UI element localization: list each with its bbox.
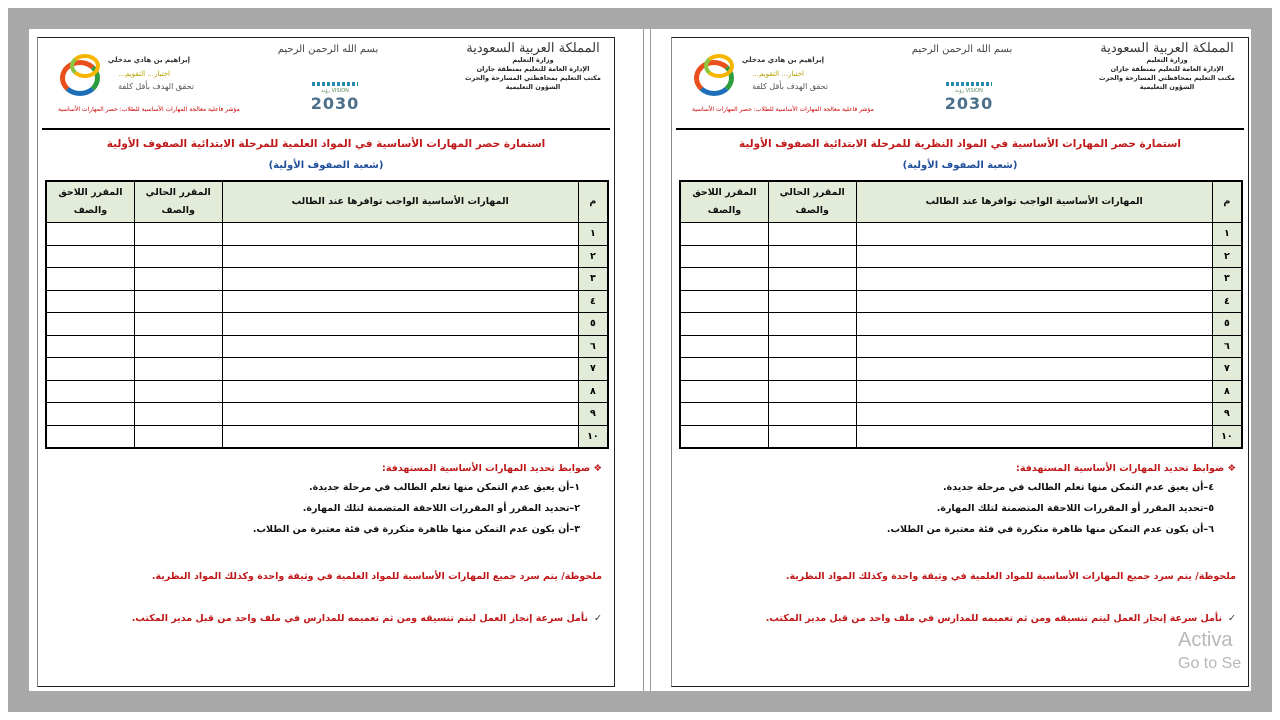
header-line: مكتب التعليم بمحافظتي المسارحة والحرث	[465, 74, 601, 82]
check-icon: ✓	[1228, 613, 1236, 624]
closing-note-text: نأمل سرعة إنجاز العمل ليتم تنسيقه ومن ثم تعميمه للمدارس في ملف واحد من قبل مدير المكتب.	[765, 613, 1223, 624]
table-row	[46, 358, 608, 381]
next-course-cell[interactable]	[46, 403, 134, 426]
skill-cell[interactable]	[222, 380, 578, 403]
current-course-cell[interactable]	[768, 313, 856, 336]
skill-cell[interactable]	[856, 358, 1212, 381]
swirl-logo-icon	[704, 54, 734, 78]
table-row	[46, 335, 608, 358]
vision-2030-logo	[300, 82, 370, 113]
table-row	[680, 313, 1242, 336]
criteria-heading	[716, 463, 1236, 474]
current-course-cell[interactable]	[768, 425, 856, 448]
next-course-cell[interactable]	[680, 245, 768, 268]
table-row	[680, 425, 1242, 448]
vision-dots-icon	[312, 82, 358, 86]
form-page-theory	[671, 37, 1249, 687]
row-number: ٢	[1212, 245, 1242, 268]
logo-text: تحقق الهدف بأقل كلفة	[752, 82, 828, 91]
col-header-num: م	[1212, 181, 1242, 223]
table-header-row	[46, 181, 608, 223]
slide-canvas	[29, 29, 1251, 691]
logo-text: إبراهيم بن هادي مدخلي	[107, 56, 190, 64]
skill-cell[interactable]	[856, 425, 1212, 448]
skills-table	[679, 180, 1243, 449]
next-course-cell[interactable]	[46, 245, 134, 268]
table-row	[46, 380, 608, 403]
header-line: الإدارة العامة للتعليم بمنطقة جازان	[476, 65, 590, 73]
closing-note	[696, 613, 1236, 624]
header-line: وزارة التعليم	[1146, 56, 1188, 64]
current-course-cell[interactable]	[134, 380, 222, 403]
current-course-cell[interactable]	[768, 380, 856, 403]
skill-cell[interactable]	[856, 290, 1212, 313]
skill-cell[interactable]	[222, 313, 578, 336]
basmala: بسم الله الرحمن الرحيم	[911, 44, 1013, 55]
current-course-cell[interactable]	[768, 403, 856, 426]
criteria-item: ٤–أن يعيق عدم التمكن منها تعلم الطالب في مرحلة جديدة.	[943, 482, 1214, 493]
current-course-cell[interactable]	[768, 290, 856, 313]
current-course-cell[interactable]	[134, 358, 222, 381]
table-row	[680, 290, 1242, 313]
current-course-cell[interactable]	[768, 335, 856, 358]
ministry-header	[458, 41, 608, 92]
table-row	[680, 358, 1242, 381]
current-course-cell[interactable]	[768, 358, 856, 381]
closing-note-text: نأمل سرعة إنجاز العمل ليتم تنسيقه ومن ثم تعميمه للمدارس في ملف واحد من قبل مدير المكتب.	[131, 613, 589, 624]
remark-note: ملحوظة/ يتم سرد جميع المهارات الأساسية للمواد العلمية في وثيقة واحدة وكذلك المواد النظرية.	[785, 571, 1236, 582]
row-number: ١٠	[1212, 425, 1242, 448]
vision-year: 2030	[310, 94, 360, 113]
col-header-next: المقرر اللاحق والصف	[680, 181, 768, 223]
skill-cell[interactable]	[222, 335, 578, 358]
skill-cell[interactable]	[222, 425, 578, 448]
row-number: ٢	[578, 245, 608, 268]
program-logo	[694, 52, 834, 100]
skill-cell[interactable]	[222, 290, 578, 313]
col-header-skills: المهارات الأساسية الواجب توافرها عند الطالب	[222, 181, 578, 223]
criteria-heading-text: ضوابط تحديد المهارات الأساسية المستهدفة:	[382, 463, 591, 474]
current-course-cell[interactable]	[768, 268, 856, 291]
table-row	[680, 223, 1242, 246]
vision-year: 2030	[944, 94, 994, 113]
form-title: استمارة حصر المهارات الأساسية في المواد النظرية للمرحلة الابتدائية الصفوف الأولية	[739, 138, 1181, 150]
criteria-item: ٦–أن يكون عدم التمكن منها ظاهرة متكررة في فئة معتبرة من الطلاب.	[886, 524, 1214, 535]
row-number: ٩	[578, 403, 608, 426]
skill-cell[interactable]	[856, 245, 1212, 268]
skill-cell[interactable]	[222, 268, 578, 291]
skill-cell[interactable]	[856, 403, 1212, 426]
next-course-cell[interactable]	[680, 223, 768, 246]
logo-text: إبراهيم بن هادي مدخلي	[741, 56, 824, 64]
next-course-cell[interactable]	[46, 290, 134, 313]
current-course-cell[interactable]	[134, 268, 222, 291]
row-number: ٨	[1212, 380, 1242, 403]
table-row	[680, 268, 1242, 291]
current-course-cell[interactable]	[768, 245, 856, 268]
next-course-cell[interactable]	[46, 335, 134, 358]
skill-cell[interactable]	[222, 358, 578, 381]
criteria-section	[716, 463, 1236, 545]
criteria-item: ١–أن يعيق عدم التمكن منها تعلم الطالب في مرحلة جديدة.	[309, 482, 580, 493]
vision-small-text: VISION رؤية	[955, 88, 983, 94]
diamond-bullet-icon: ❖	[1224, 463, 1236, 474]
row-number: ٩	[1212, 403, 1242, 426]
skill-cell[interactable]	[856, 268, 1212, 291]
table-row	[680, 245, 1242, 268]
basmala: بسم الله الرحمن الرحيم	[277, 44, 379, 55]
table-row	[46, 290, 608, 313]
skill-cell[interactable]	[222, 403, 578, 426]
next-course-cell[interactable]	[680, 290, 768, 313]
row-number: ٧	[1212, 358, 1242, 381]
table-header-row	[680, 181, 1242, 223]
logo-text: تحقق الهدف بأقل كلفة	[118, 82, 194, 91]
next-course-cell[interactable]	[680, 335, 768, 358]
kingdom-title: المملكة العربية السعودية	[466, 41, 600, 56]
watermark-line-2: Go to Se	[1178, 655, 1242, 672]
indicator-note: مؤشر فاعلية معالجة المهارات الأساسية للطلاب: حصر المهارات الأساسية	[692, 106, 874, 113]
ministry-header	[1092, 41, 1242, 92]
next-course-cell[interactable]	[680, 380, 768, 403]
row-number: ٦	[578, 335, 608, 358]
next-course-cell[interactable]	[46, 358, 134, 381]
next-course-cell[interactable]	[680, 425, 768, 448]
next-course-cell[interactable]	[46, 268, 134, 291]
table-row	[46, 223, 608, 246]
header-divider	[42, 128, 610, 130]
program-logo	[60, 52, 200, 100]
next-course-cell[interactable]	[680, 313, 768, 336]
criteria-item: ٣–أن يكون عدم التمكن منها ظاهرة متكررة في فئة معتبرة من الطلاب.	[252, 524, 580, 535]
form-title: استمارة حصر المهارات الأساسية في المواد العلمية للمرحلة الابتدائية الصفوف الأولية	[106, 138, 546, 150]
vision-2030-logo	[934, 82, 1004, 113]
current-course-cell[interactable]	[134, 245, 222, 268]
skill-cell[interactable]	[222, 245, 578, 268]
next-course-cell[interactable]	[46, 425, 134, 448]
slide-frame	[8, 8, 1272, 712]
table-row	[46, 403, 608, 426]
watermark-line-1: Activa	[1178, 629, 1233, 651]
table-row	[46, 245, 608, 268]
criteria-section	[82, 463, 602, 545]
header-line: الشؤون التعليمية	[1139, 83, 1195, 91]
col-header-next: المقرر اللاحق والصف	[46, 181, 134, 223]
table-row	[680, 380, 1242, 403]
col-header-skills: المهارات الأساسية الواجب توافرها عند الطالب	[856, 181, 1212, 223]
skill-cell[interactable]	[856, 380, 1212, 403]
skill-cell[interactable]	[856, 223, 1212, 246]
form-subtitle: (شعبة الصفوف الأولية)	[268, 160, 384, 171]
check-icon: ✓	[594, 613, 602, 624]
current-course-cell[interactable]	[134, 223, 222, 246]
criteria-heading-text: ضوابط تحديد المهارات الأساسية المستهدفة:	[1016, 463, 1225, 474]
logo-text: اختبار... التقويم...	[752, 70, 804, 78]
remark-note: ملحوظة/ يتم سرد جميع المهارات الأساسية للمواد العلمية في وثيقة واحدة وكذلك المواد النظرية.	[151, 571, 602, 582]
current-course-cell[interactable]	[134, 403, 222, 426]
current-course-cell[interactable]	[768, 223, 856, 246]
row-number: ٨	[578, 380, 608, 403]
form-page-science	[37, 37, 615, 687]
row-number: ٣	[578, 268, 608, 291]
header-divider	[676, 128, 1244, 130]
activation-watermark	[1178, 628, 1241, 676]
skill-cell[interactable]	[856, 335, 1212, 358]
row-number: ١	[578, 223, 608, 246]
row-number: ٥	[578, 313, 608, 336]
skills-table	[45, 180, 609, 449]
criteria-item: ٢–تحديد المقرر أو المقررات اللاحقة المتضمنة لتلك المهارة.	[302, 503, 580, 514]
skill-cell[interactable]	[856, 313, 1212, 336]
row-number: ٤	[578, 290, 608, 313]
next-course-cell[interactable]	[46, 380, 134, 403]
criteria-heading	[82, 463, 602, 474]
header-line: الشؤون التعليمية	[505, 83, 561, 91]
col-header-current: المقرر الحالي والصف	[768, 181, 856, 223]
indicator-note: مؤشر فاعلية معالجة المهارات الأساسية للطلاب: حصر المهارات الأساسية	[58, 106, 240, 113]
col-header-current: المقرر الحالي والصف	[134, 181, 222, 223]
row-number: ٣	[1212, 268, 1242, 291]
criteria-item: ٥–تحديد المقرر أو المقررات اللاحقة المتضمنة لتلك المهارة.	[936, 503, 1214, 514]
vision-small-text: VISION رؤية	[321, 88, 349, 94]
diamond-bullet-icon: ❖	[590, 463, 602, 474]
page-gap	[643, 29, 651, 691]
kingdom-title: المملكة العربية السعودية	[1100, 41, 1234, 56]
closing-note	[62, 613, 602, 624]
header-line: وزارة التعليم	[512, 56, 554, 64]
header-line: الإدارة العامة للتعليم بمنطقة جازان	[1110, 65, 1224, 73]
skill-cell[interactable]	[222, 223, 578, 246]
vision-dots-icon	[946, 82, 992, 86]
current-course-cell[interactable]	[134, 335, 222, 358]
current-course-cell[interactable]	[134, 425, 222, 448]
table-row	[46, 313, 608, 336]
next-course-cell[interactable]	[680, 358, 768, 381]
table-row	[46, 425, 608, 448]
next-course-cell[interactable]	[46, 223, 134, 246]
next-course-cell[interactable]	[680, 403, 768, 426]
header-line: مكتب التعليم بمحافظتي المسارحة والحرث	[1099, 74, 1235, 82]
form-subtitle: (شعبة الصفوف الأولية)	[902, 160, 1018, 171]
table-row	[680, 335, 1242, 358]
row-number: ٤	[1212, 290, 1242, 313]
current-course-cell[interactable]	[134, 313, 222, 336]
swirl-logo-icon	[70, 54, 100, 78]
row-number: ١٠	[578, 425, 608, 448]
current-course-cell[interactable]	[134, 290, 222, 313]
row-number: ٦	[1212, 335, 1242, 358]
row-number: ٥	[1212, 313, 1242, 336]
next-course-cell[interactable]	[46, 313, 134, 336]
col-header-num: م	[578, 181, 608, 223]
next-course-cell[interactable]	[680, 268, 768, 291]
logo-text: اختبار... التقويم...	[118, 70, 170, 78]
row-number: ١	[1212, 223, 1242, 246]
row-number: ٧	[578, 358, 608, 381]
table-row	[680, 403, 1242, 426]
table-row	[46, 268, 608, 291]
